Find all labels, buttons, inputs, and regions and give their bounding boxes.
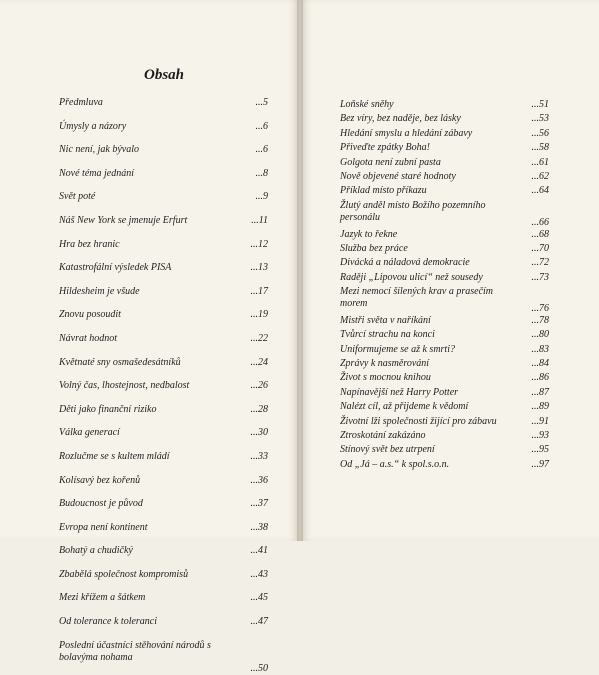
toc-entry: [59, 215, 268, 239]
toc-entry-title: Jazyk to řekne: [340, 228, 398, 240]
toc-entry: [59, 640, 268, 675]
toc-entry-page: ...50: [250, 663, 268, 675]
toc-entry: [59, 522, 268, 546]
toc-entry-page: ...72: [531, 257, 549, 269]
toc-entry-page: ...19: [250, 309, 268, 321]
toc-left-column: [59, 97, 268, 675]
toc-entry-page: ...8: [255, 167, 268, 179]
toc-entry-page: ...47: [250, 616, 268, 628]
toc-entry: [59, 357, 268, 381]
toc-entry-page: ...89: [531, 401, 549, 413]
toc-entry: [340, 257, 549, 271]
toc-entry-title: Evropa není kontinent: [59, 521, 148, 533]
toc-entry-title: Budoucnost je původ: [59, 498, 143, 510]
toc-entry: [340, 113, 549, 127]
toc-entry-title: Kolísavý bez kořenů: [59, 474, 141, 486]
toc-entry-page: ...83: [531, 343, 549, 355]
toc-entry-title: Katastrofální výsledek PISA: [59, 262, 172, 274]
toc-entry: [59, 309, 268, 333]
toc-entry: [59, 498, 268, 522]
toc-entry: [340, 372, 549, 386]
toc-entry-page: ...36: [250, 474, 268, 486]
toc-entry: [340, 142, 549, 156]
toc-entry: [340, 344, 549, 358]
toc-entry-title: Mistři světa v naříkání: [340, 314, 431, 326]
toc-entry-page: ...30: [250, 427, 268, 439]
toc-entry-title: Příklad místo příkazu: [340, 185, 427, 197]
toc-entry: [340, 315, 549, 329]
toc-entry-title: Od „Já – a.s.“ k spol.s.o.n.: [340, 458, 450, 470]
toc-entry: [59, 262, 268, 286]
toc-entry-title: Předmluva: [59, 97, 103, 108]
toc-entry-page: ...12: [250, 238, 268, 250]
toc-entry-title: Bohatý a chudičký: [59, 545, 133, 557]
contents-title: Obsah: [144, 67, 185, 83]
toc-entry-title: Mezi křížem a šátkem: [59, 592, 146, 604]
toc-entry-page: ...66: [531, 216, 549, 228]
toc-entry: [59, 616, 268, 640]
toc-entry-title: Zbabělá společnost kompromisů: [59, 568, 189, 580]
toc-entry: [340, 329, 549, 343]
toc-entry-page: ...28: [250, 403, 268, 415]
toc-entry-page: ...5: [255, 97, 268, 108]
toc-entry: [59, 286, 268, 310]
toc-entry-title: Od tolerance k toleranci: [59, 616, 158, 628]
toc-entry: [340, 229, 549, 243]
toc-entry-page: ...53: [531, 113, 549, 125]
toc-entry: [340, 430, 549, 444]
toc-entry-title: Bez víry, bez naděje, bez lásky: [340, 113, 461, 125]
toc-entry-page: ...70: [531, 242, 549, 254]
toc-entry: [340, 444, 549, 458]
toc-entry-title: Úmysly a názory: [59, 120, 127, 132]
toc-entry-title: Náš New York se jmenuje Erfurt: [59, 214, 188, 226]
toc-entry-page: ...41: [250, 545, 268, 557]
toc-entry-title: Loňské sněhy: [340, 99, 394, 110]
toc-entry-title: Nově objevené staré hodnoty: [340, 170, 456, 182]
toc-entry: [59, 97, 268, 121]
toc-entry: [59, 451, 268, 475]
toc-entry-page: ...56: [531, 127, 549, 139]
toc-entry: [340, 416, 549, 430]
toc-entry-page: ...86: [531, 372, 549, 384]
toc-entry-title: Svět poté: [59, 191, 96, 203]
toc-entry-page: ...37: [250, 498, 268, 510]
toc-entry-title: Přiveďte zpátky Boha!: [340, 142, 430, 154]
toc-entry: [340, 171, 549, 185]
toc-entry-title: Golgota není zubní pasta: [340, 156, 441, 168]
toc-entry: [59, 380, 268, 404]
toc-entry: [340, 272, 549, 286]
toc-entry: [340, 128, 549, 142]
toc-entry-page: ...9: [255, 191, 268, 203]
toc-entry-page: ...26: [250, 380, 268, 392]
toc-entry-page: ...43: [250, 568, 268, 580]
toc-entry: [340, 387, 549, 401]
toc-entry: [340, 157, 549, 171]
toc-entry-title: Válka generací: [59, 427, 120, 439]
toc-entry-title: Poslední účastníci stěhování národů s bolavýma nohama: [59, 639, 211, 663]
toc-entry: [59, 144, 268, 168]
toc-entry-title: Životní lži společnosti žijící pro zábavu: [340, 415, 497, 427]
toc-entry: [59, 404, 268, 428]
toc-entry: [340, 99, 549, 113]
toc-entry: [59, 191, 268, 215]
toc-entry-page: ...6: [255, 120, 268, 132]
toc-entry: [59, 569, 268, 593]
toc-entry-page: ...38: [250, 521, 268, 533]
toc-entry: [340, 358, 549, 372]
toc-entry-title: Zprávy k nasměrování: [340, 358, 430, 370]
toc-entry-page: ...45: [250, 592, 268, 604]
toc-entry-title: Tvůrcí strachu na konci: [340, 329, 435, 341]
toc-entry-page: ...64: [531, 185, 549, 197]
toc-entry: [59, 239, 268, 263]
toc-entry-page: ...95: [531, 444, 549, 456]
toc-entry-page: ...24: [250, 356, 268, 368]
toc-entry: [59, 545, 268, 569]
toc-entry-title: Děti jako finanční riziko: [59, 403, 157, 415]
toc-entry-title: Stínový svět bez utrpení: [340, 444, 435, 456]
toc-entry-title: Napínavější než Harry Potter: [340, 386, 459, 398]
toc-entry-page: ...51: [531, 99, 549, 110]
toc-entry-title: Hildesheim je všude: [59, 285, 140, 297]
toc-entry-page: ...73: [531, 271, 549, 283]
toc-entry-page: ...68: [531, 228, 549, 240]
toc-entry-page: ...84: [531, 358, 549, 370]
toc-entry: [340, 286, 549, 315]
toc-entry-title: Divácká a náladová demokracie: [340, 257, 470, 269]
toc-entry-page: ...87: [531, 386, 549, 398]
toc-entry-title: Znovu posoudit: [59, 309, 121, 321]
toc-entry-page: ...93: [531, 430, 549, 442]
toc-entry-title: Nic není, jak bývalo: [59, 144, 139, 156]
toc-entry-page: ...11: [251, 214, 268, 226]
toc-entry-page: ...97: [531, 458, 549, 470]
toc-entry: [340, 401, 549, 415]
toc-entry-title: Nalézt cíl, až přijdeme k vědomí: [340, 401, 469, 413]
toc-entry-title: Mezi nemocí šílených krav a prasečím morem: [340, 286, 494, 310]
toc-entry-title: Hledání smyslu a hledání zábavy: [340, 127, 473, 139]
toc-entry: [340, 243, 549, 257]
toc-entry: [59, 121, 268, 145]
toc-entry: [340, 200, 549, 229]
toc-entry: [340, 459, 549, 473]
toc-entry-title: Uniformujeme se až k smrti?: [340, 343, 455, 355]
toc-entry-page: ...22: [250, 332, 268, 344]
toc-entry-title: Hra bez hranic: [59, 238, 120, 250]
toc-entry-title: Služba bez práce: [340, 242, 408, 254]
toc-entry-page: ...91: [531, 415, 549, 427]
toc-entry-page: ...78: [531, 314, 549, 326]
toc-entry-page: ...62: [531, 170, 549, 182]
toc-entry-title: Nové téma jednání: [59, 167, 134, 179]
toc-entry: [59, 427, 268, 451]
toc-entry: [59, 592, 268, 616]
toc-right-column: [340, 99, 549, 473]
toc-entry-page: ...33: [250, 450, 268, 462]
toc-entry-page: ...17: [250, 285, 268, 297]
toc-entry-title: Život s mocnou knihou: [340, 372, 431, 384]
toc-entry-title: Volný čas, lhostejnost, nedbalost: [59, 380, 190, 392]
toc-entry: [59, 333, 268, 357]
toc-entry-page: ...6: [255, 144, 268, 156]
toc-entry-page: ...13: [250, 262, 268, 274]
toc-entry-title: Květnaté sny osmašedesátníků: [59, 356, 181, 368]
toc-entry: [59, 168, 268, 192]
toc-entry-page: ...76: [531, 302, 549, 314]
toc-entry-title: Návrat hodnot: [59, 332, 118, 344]
toc-entry-title: Raději „Lipovou ulicí“ než sousedy: [340, 271, 483, 283]
toc-entry-title: Žlutý anděl místo Božího pozemního personálu: [340, 199, 486, 223]
toc-entry-title: Ztroskotání zakázáno: [340, 430, 426, 442]
toc-entry-title: Rozlučme se s kultem mládí: [59, 450, 170, 462]
toc-entry: [340, 185, 549, 199]
toc-entry: [59, 475, 268, 499]
book-gutter: [297, 0, 303, 541]
toc-entry-page: ...58: [531, 142, 549, 154]
toc-entry-page: ...80: [531, 329, 549, 341]
toc-entry-page: ...61: [531, 156, 549, 168]
